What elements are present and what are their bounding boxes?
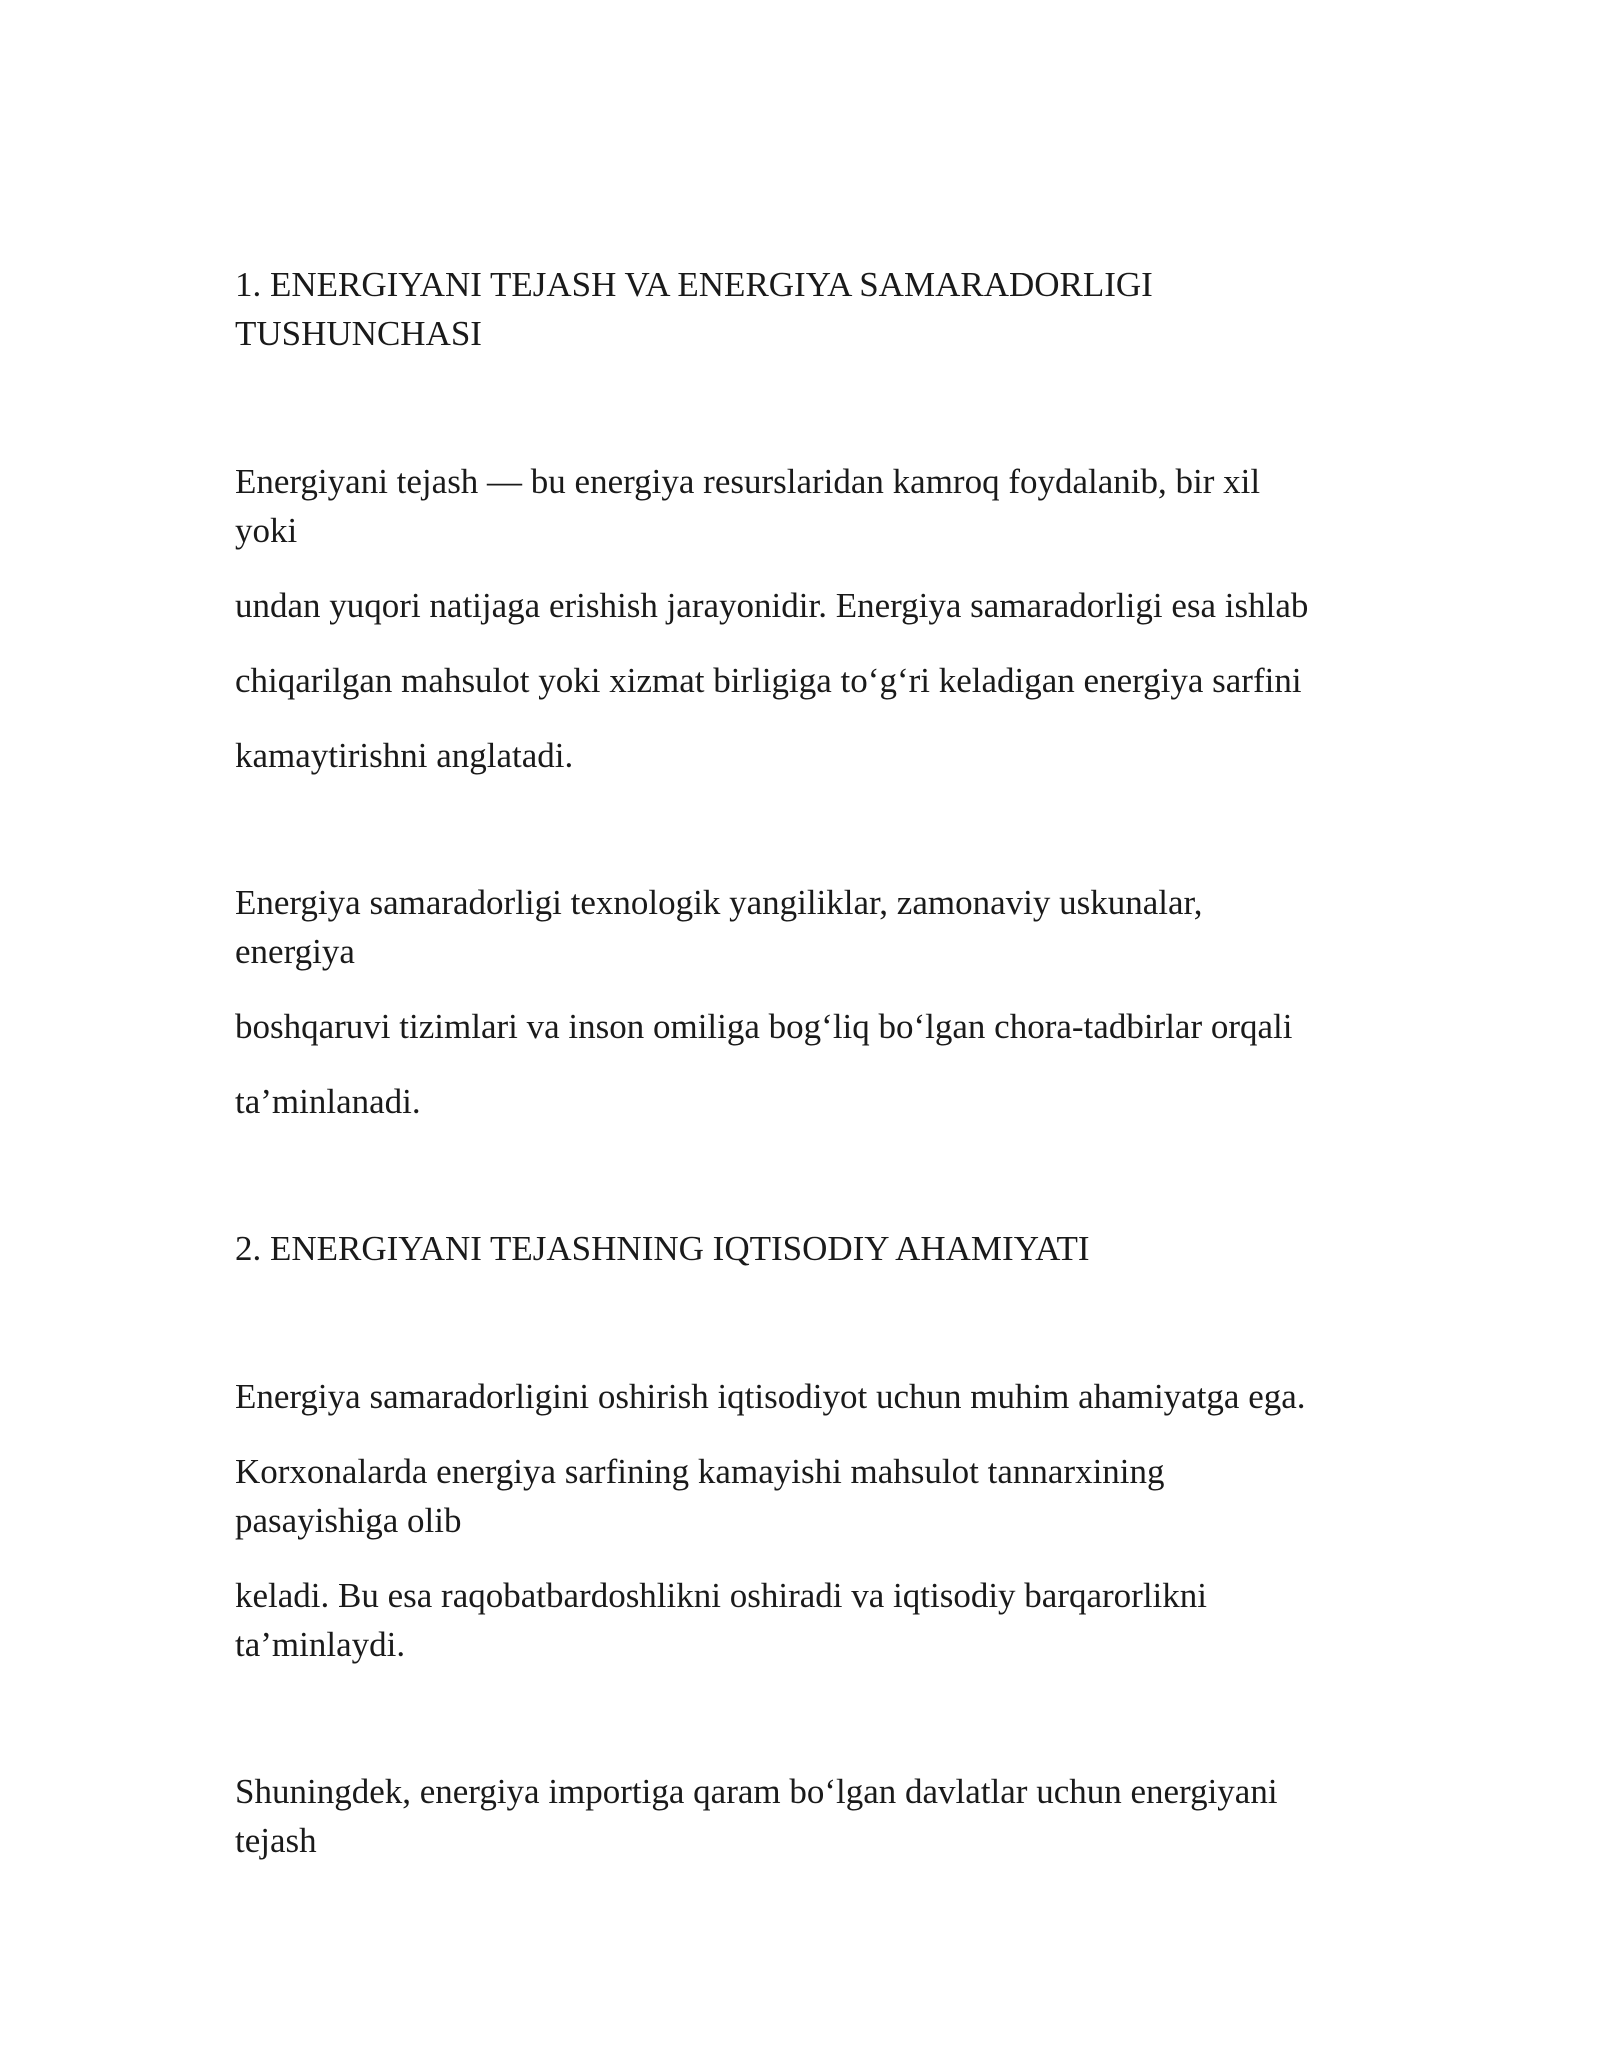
paragraph-line: pasayishiga olib	[235, 1501, 462, 1540]
paragraph-line: chiqarilgan mahsulot yoki xizmat birligiga to‘g‘ri keladigan energiya sarfini	[235, 661, 1302, 700]
paragraph-line: ta’minlanadi.	[235, 1082, 421, 1121]
paragraph-line: Energiya samaradorligini oshirish iqtisodiyot uchun muhim ahamiyatga ega.	[235, 1377, 1306, 1416]
paragraph-line: Korxonalarda energiya sarfining kamayishi mahsulot tannarxining	[235, 1452, 1165, 1491]
paragraph-line: boshqaruvi tizimlari va inson omiliga bog‘liq bo‘lgan chora-tadbirlar orqali	[235, 1007, 1293, 1046]
paragraph-line: tejash	[235, 1821, 317, 1860]
paragraph-line: energiya	[235, 932, 355, 971]
section-1-heading-line-1: 1. ENERGIYANI TEJASH VA ENERGIYA SAMARADORLIGI	[235, 265, 1153, 304]
paragraph-line: undan yuqori natijaga erishish jarayonidir. Energiya samaradorligi esa ishlab	[235, 586, 1309, 625]
paragraph-line: Energiya samaradorligi texnologik yangiliklar, zamonaviy uskunalar,	[235, 883, 1203, 922]
paragraph-line: Energiyani tejash — bu energiya resurslaridan kamroq foydalanib, bir xil	[235, 462, 1261, 501]
section-1-heading-line-2: TUSHUNCHASI	[235, 314, 482, 353]
paragraph-line: keladi. Bu esa raqobatbardoshlikni oshiradi va iqtisodiy barqarorlikni	[235, 1576, 1208, 1615]
section-2-heading: 2. ENERGIYANI TEJASHNING IQTISODIY AHAMIYATI	[235, 1229, 1090, 1268]
paragraph-line: kamaytirishni anglatadi.	[235, 736, 574, 775]
paragraph-line: Shuningdek, energiya importiga qaram bo‘lgan davlatlar uchun energiyani	[235, 1772, 1278, 1811]
paragraph-line: ta’minlaydi.	[235, 1625, 406, 1664]
paragraph-line: yoki	[235, 511, 298, 550]
